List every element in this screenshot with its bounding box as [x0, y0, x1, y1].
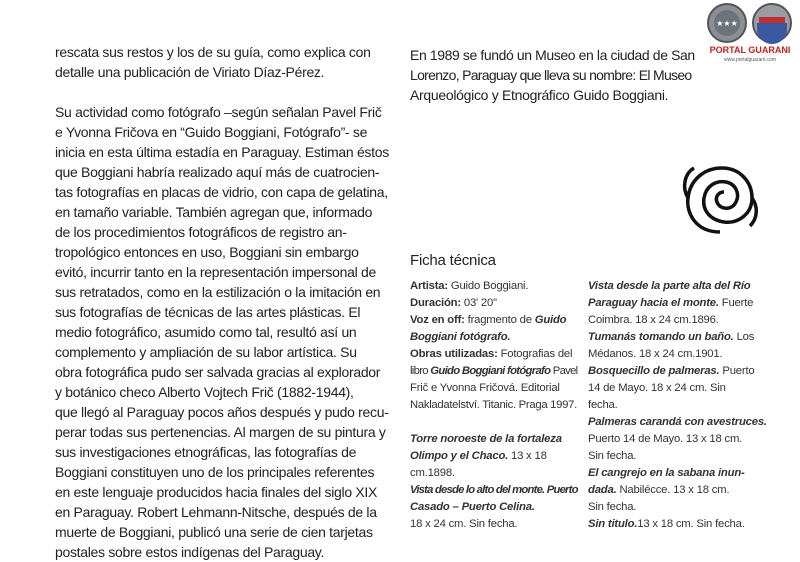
work-title: Bosquecillo de palmeras.: [588, 365, 720, 377]
left-column: [55, 42, 400, 562]
text-line: perar todas sus pertenencias. Al margen de su pintura y: [55, 424, 386, 440]
work-info: fecha.: [588, 399, 618, 411]
label: Obras utilizadas:: [410, 348, 498, 360]
work-info: 13 x 18: [508, 450, 547, 462]
work-info: cm.1898.: [410, 467, 455, 479]
text-line: y botánico checo Alberto Vojtech Frič (1882-1944),: [55, 384, 354, 400]
text-line: sus investigaciones etnográficas, las fotografías de: [55, 444, 357, 460]
text-line: inicia en esta última estadía en Paraguay. Estiman éstos: [55, 144, 389, 160]
work-title: El cangrejo en la sabana inun-: [588, 467, 745, 479]
portal-guarani-logo[interactable]: [700, 2, 800, 64]
work-title: Torre noroeste de la fortaleza: [410, 433, 562, 445]
value: 03' 20'': [460, 297, 498, 309]
svg-text:www.portalguarani.com: www.portalguarani.com: [724, 57, 776, 63]
value: Frič e Yvonna Fričová. Editorial: [410, 382, 560, 394]
work-info: Puerto: [719, 365, 755, 377]
text-line: tropológico entonces en uso, Boggiani sin embargo: [55, 244, 359, 260]
text-line: postales sobre estos indígenas del Paraguay.: [55, 544, 325, 560]
text-line: Boggiani constituyen uno de los principales referentes: [55, 464, 375, 480]
title: Guido Boggiani fotógrafo: [430, 365, 551, 377]
work-info: Médanos. 18 x 24 cm.1901.: [588, 348, 723, 360]
work-title: Paraguay hacia el monte.: [588, 297, 719, 309]
text-line: tas fotografías en placas de vidrio, con capa de gelatina,: [55, 184, 388, 200]
value: fragmento de: [464, 314, 535, 326]
text-line: Lorenzo, Paraguay que lleva su nombre: El Museo: [410, 67, 692, 83]
text-line: en este lenguaje producidos hacia finales del siglo XIX: [55, 484, 378, 500]
title: Boggiani fotógrafo.: [410, 331, 511, 343]
work-info: 14 de Mayo. 18 x 24 cm. Sin: [588, 382, 726, 394]
text-line: en tamaño variable. También agregan que, informado: [55, 204, 373, 220]
text-line: de los procedimientos fotográficos de registro an-: [55, 224, 347, 240]
work-info: 13 x 18 cm. Sin fecha.: [637, 518, 745, 530]
ficha-column-1: [410, 278, 580, 533]
ficha-column-2: [588, 278, 788, 533]
right-column: [410, 45, 695, 105]
text-line: obra fotográfica pudo ser salvada gracias al explorador: [55, 364, 381, 380]
work-title: Vista desde la parte alta del Río: [588, 280, 751, 292]
work-title: Sin titulo.: [588, 518, 638, 530]
value: Fotografias del: [497, 348, 573, 360]
work-info: Los: [733, 331, 755, 343]
work-title: Olimpo y el Chaco.: [410, 450, 509, 462]
work-info: Fuerte: [718, 297, 754, 309]
value: Pavel: [550, 365, 578, 377]
work-info: Coimbra. 18 x 24 cm.1896.: [588, 314, 719, 326]
text-line: medio fotográfico, asumido como tal, resultó así un: [55, 324, 357, 340]
text-line: e Yvonna Fričova en “Guido Boggiani, Fotógrafo”- se: [55, 124, 368, 140]
label: Duración:: [410, 297, 461, 309]
text-line: que Boggiani habría realizado aquí más de cuatrocien-: [55, 164, 380, 180]
work-info: Sin fecha.: [588, 501, 637, 513]
title: Guido: [534, 314, 567, 326]
text-line: muerte de Boggiani, publicó una serie de cien tarjetas: [55, 524, 373, 540]
work-info: 18 x 24 cm. Sin fecha.: [410, 518, 518, 530]
svg-text:★★★: ★★★: [716, 19, 738, 28]
work-info: Puerto 14 de Mayo. 13 x 18 cm.: [588, 433, 743, 445]
work-title: Palmeras carandá con avestruces.: [588, 416, 767, 428]
work-title: Casado – Puerto Celina.: [410, 501, 535, 513]
text-line: rescata sus restos y los de su guía, como explica con: [55, 44, 371, 60]
work-title: dada.: [588, 484, 617, 496]
text-line: Su actividad como fotógrafo –según señalan Pavel Frič: [55, 104, 382, 120]
text-line: evitó, incurrir tanto en la representación impersonal de: [55, 264, 376, 280]
spacer: [410, 414, 580, 431]
paragraph-gap: [55, 82, 400, 102]
value: libro: [410, 365, 431, 377]
work-info: Sin fecha.: [588, 450, 637, 462]
label: Voz en off:: [410, 314, 465, 326]
value: Nakladatelství. Titanic. Praga 1997.: [410, 399, 577, 411]
text-line: sus retratados, como en la estilización o la imitación en: [55, 284, 381, 300]
text-line: en Paraguay. Robert Lehmann-Nitsche, después de la: [55, 504, 377, 520]
text-line: En 1989 se fundó un Museo en la ciudad de San: [410, 47, 695, 63]
label: Artista:: [410, 280, 448, 292]
ficha-tecnica-heading: Ficha técnica: [410, 252, 496, 269]
text-line: detalle una publicación de Viriato Díaz-Pérez.: [55, 64, 325, 80]
work-title: Tumanás tomando un baño.: [588, 331, 734, 343]
text-line: Arqueológico y Etnográfico Guido Boggiani.: [410, 87, 669, 103]
svg-text:PORTAL GUARANI: PORTAL GUARANI: [709, 45, 791, 55]
text-line: que llegó al Paraguay pocos años después y pudo recu-: [55, 404, 389, 420]
spiral-logo-icon: [680, 160, 760, 245]
value: Guido Boggiani.: [447, 280, 529, 292]
text-line: sus fotografías de técnicas de las artes plásticas. El: [55, 304, 361, 320]
text-line: complemento y ampliación de su labor artística. Su: [55, 344, 357, 360]
work-info: Nabilécce. 13 x 18 cm.: [616, 484, 730, 496]
work-title: Vista desde lo alto del monte. Puerto: [410, 484, 578, 496]
